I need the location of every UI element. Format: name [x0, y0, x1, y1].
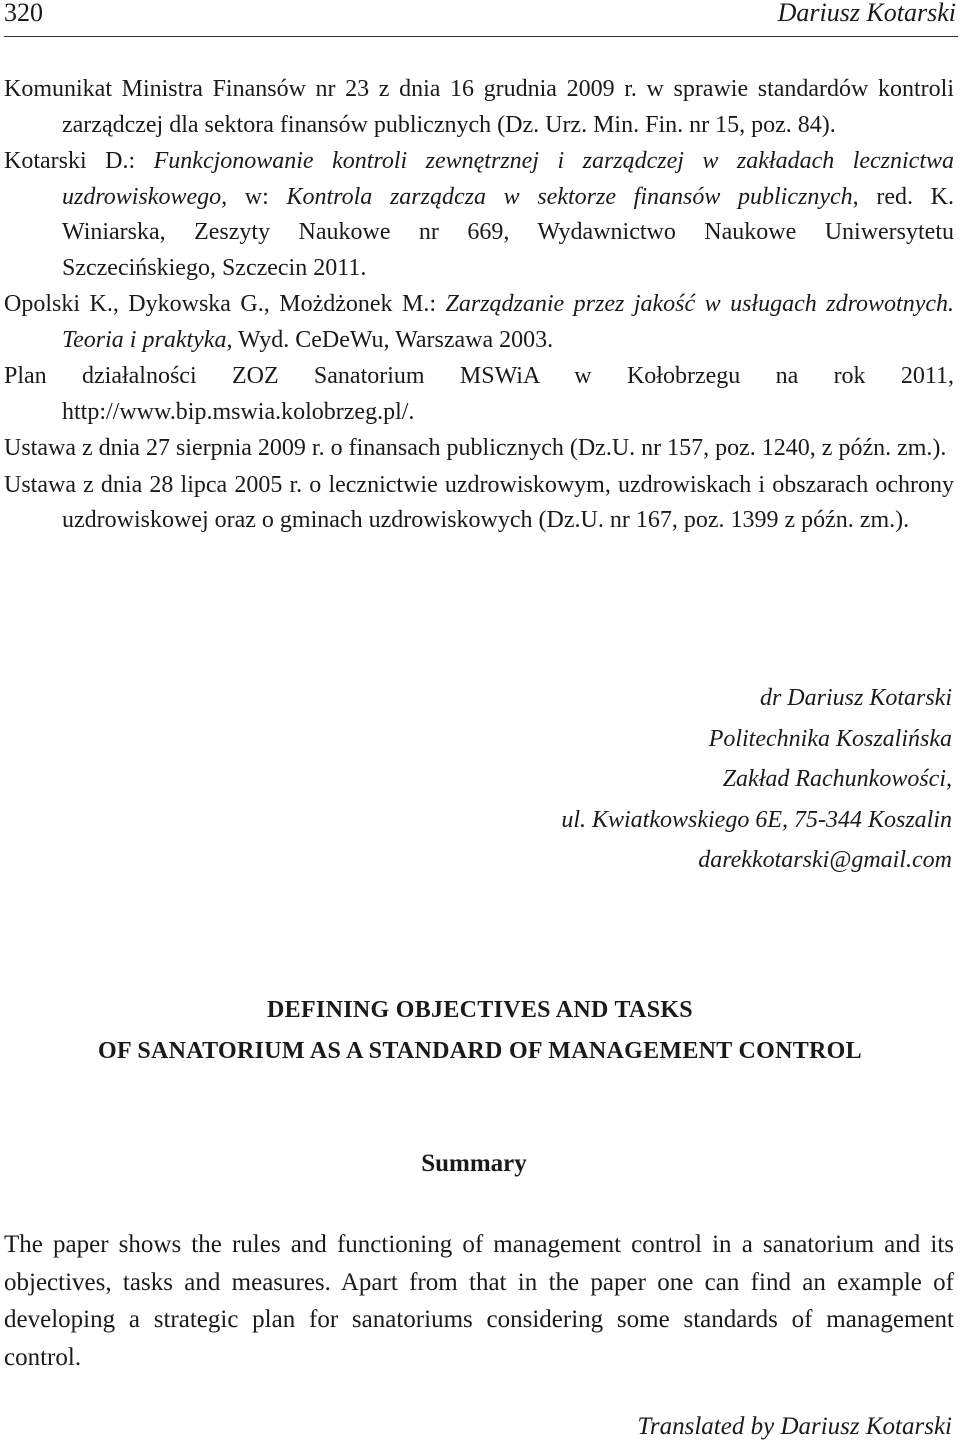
bibliography-entry: Plan działalności ZOZ Sanatorium MSWiA w Kołobrzegu na rok 2011, http://www.bip.mswia.kolobrzeg.pl/.: [4, 363, 954, 425]
author-block: [561, 678, 952, 881]
english-title: [0, 990, 960, 1072]
bibliography-entry: Ustawa z dnia 27 sierpnia 2009 r. o finansach publicznych (Dz.U. nr 157, poz. 1240, z późn. zm.).: [4, 435, 947, 461]
bibliography-entry: Opolski K., Dykowska G., Możdżonek M.: Zarządzanie przez jakość w usługach zdrowotnych. Teoria i praktyka, Wyd. CeDeWu, Warszawa 2003.: [4, 291, 954, 353]
running-header: [4, 0, 956, 32]
bibliography-entry: Komunikat Ministra Finansów nr 23 z dnia 16 grudnia 2009 r. w sprawie standardów kontroli zarządczej dla sektora finansów publicznych (Dz. Urz. Min. Fin. nr 15, poz. 84).: [4, 76, 954, 138]
bibliography-entry: Kotarski D.: Funkcjonowanie kontroli zewnętrznej i zarządczej w zakładach lecznictwa uzdrowiskowego, w: Kontrola zarządcza w sektorze finansów publicznych, red. K. Winiarska, Zeszyty Naukowe nr 669, Wydawnictwo Naukowe Uniwersytetu Szczecińskiego, Szczecin 2011.: [4, 148, 955, 281]
author-institution: Politechnika Koszalińska: [708, 725, 952, 752]
summary-heading: Summary: [421, 1150, 527, 1177]
page-number: 320: [4, 0, 43, 27]
author-department: Zakład Rachunkowości,: [722, 766, 952, 792]
author-name: dr Dariusz Kotarski: [759, 685, 952, 711]
title-line-1: DEFINING OBJECTIVES AND TASKS: [267, 997, 693, 1023]
translator-credit: Translated by Dariusz Kotarski: [637, 1413, 952, 1440]
header-rule: [4, 36, 958, 37]
bibliography-entry: Ustawa z dnia 28 lipca 2005 r. o lecznictwie uzdrowiskowym, uzdrowiskach i obszarach ochrony uzdrowiskowej oraz o gminach uzdrowiskowych (Dz.U. nr 167, poz. 1399 z późn. zm.).: [4, 471, 954, 533]
title-line-2: OF SANATORIUM AS A STANDARD OF MANAGEMENT CONTROL: [98, 1038, 862, 1064]
author-address: ul. Kwiatkowskiego 6E, 75-344 Koszalin: [561, 806, 952, 833]
running-title: Dariusz Kotarski: [777, 0, 956, 27]
author-email: darekkotarski@gmail.com: [698, 847, 952, 873]
bibliography: [4, 72, 954, 540]
summary-text: The paper shows the rules and functioning of management control in a sanatorium and its objectives, tasks and measures. Apart from that in the paper one can find an example of developing a strategic plan for sanatoriums considering some standards of management control.: [4, 1231, 954, 1371]
